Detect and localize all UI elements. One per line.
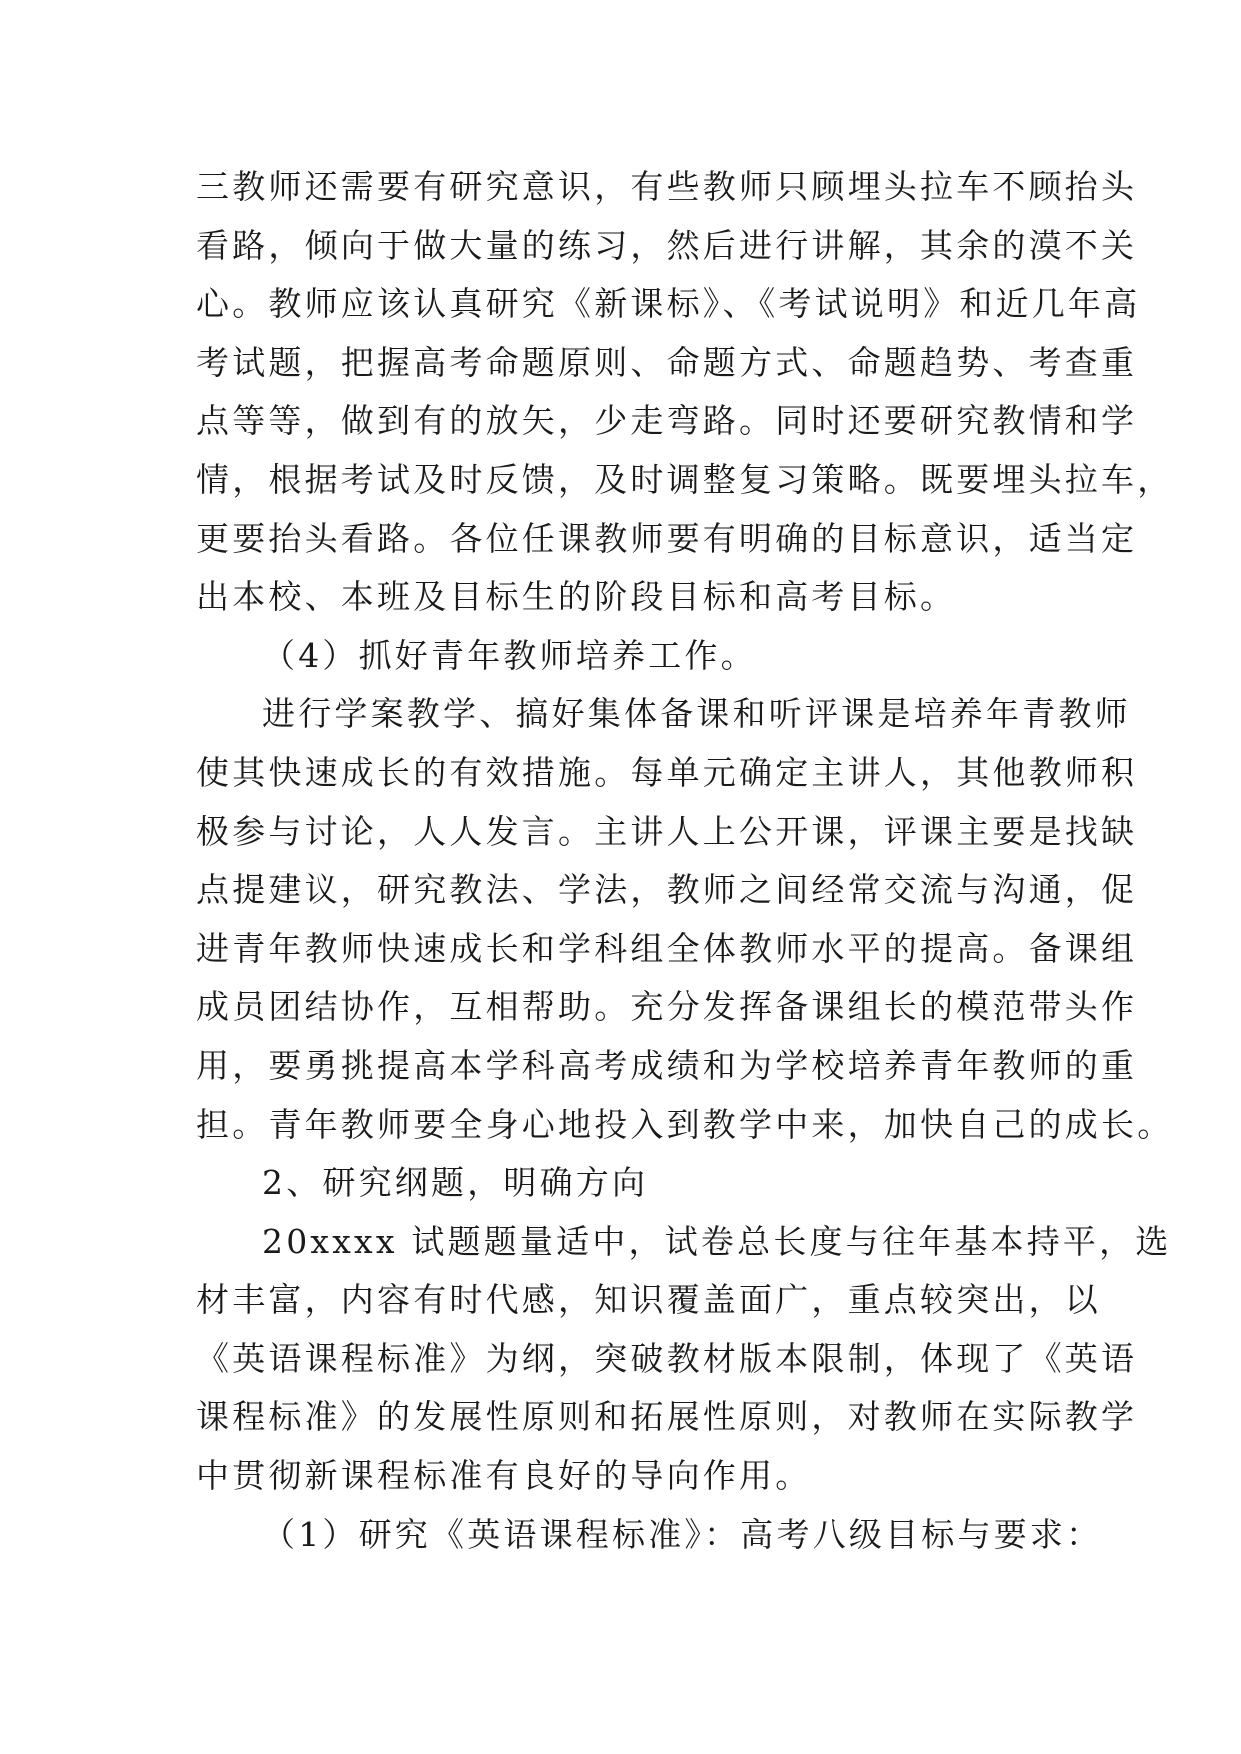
text-line: 点提建议，研究教法、学法，教师之间经常交流与沟通，促 <box>196 870 1138 910</box>
text-line: 使其快速成长的有效措施。每单元确定主讲人，其他教师积 <box>196 752 1138 792</box>
text-line: 更要抬头看路。各位任课教师要有明确的目标意识，适当定 <box>196 518 1138 558</box>
text-line: 担。青年教师要全身心地投入到教学中来，加快自己的成长。 <box>196 1104 1174 1144</box>
text-line: 20xxxx 试题题量适中，试卷总长度与往年基本持平，选 <box>262 1221 1172 1261</box>
section-heading: （1）研究《英语课程标准》：高考八级目标与要求： <box>262 1514 1103 1554</box>
text-line: 考试题，把握高考命题原则、命题方式、命题趋势、考查重 <box>196 342 1138 382</box>
section-heading: （4）抓好青年教师培养工作。 <box>262 635 757 675</box>
text-line: 情，根据考试及时反馈，及时调整复习策略。既要埋头拉车， <box>196 459 1174 499</box>
document-body <box>196 158 1174 1564</box>
section-heading: 2、研究纲题，明确方向 <box>262 1163 649 1203</box>
text-line: 极参与讨论，人人发言。主讲人上公开课，评课主要是找缺 <box>196 811 1138 851</box>
text-line: 中贯彻新课程标准有良好的导向作用。 <box>196 1456 812 1496</box>
text-line: 点等等，做到有的放矢，少走弯路。同时还要研究教情和学 <box>196 401 1138 441</box>
text-line: 课程标准》的发展性原则和拓展性原则，对教师在实际教学 <box>196 1397 1138 1437</box>
text-line: 进青年教师快速成长和学科组全体教师水平的提高。备课组 <box>196 928 1138 968</box>
text-line: 出本校、本班及目标生的阶段目标和高考目标。 <box>196 577 957 617</box>
text-line: 材丰富，内容有时代感，知识覆盖面广，重点较突出，以 <box>196 1280 1101 1320</box>
text-line: 《英语课程标准》为纲，突破教材版本限制，体现了《英语 <box>196 1338 1138 1378</box>
text-line: 进行学案教学、搞好集体备课和听评课是培养年青教师 <box>262 694 1131 734</box>
text-line: 心。教师应该认真研究《新课标》、《考试说明》和近几年高 <box>196 284 1141 324</box>
text-line: 三教师还需要有研究意识，有些教师只顾埋头拉车不顾抬头 <box>196 167 1138 206</box>
text-line: 成员团结协作，互相帮助。充分发挥备课组长的模范带头作 <box>196 987 1138 1027</box>
text-line: 看路，倾向于做大量的练习，然后进行讲解，其余的漠不关 <box>196 225 1138 265</box>
text-line: 用，要勇挑提高本学科高考成绩和为学校培养青年教师的重 <box>196 1045 1138 1085</box>
